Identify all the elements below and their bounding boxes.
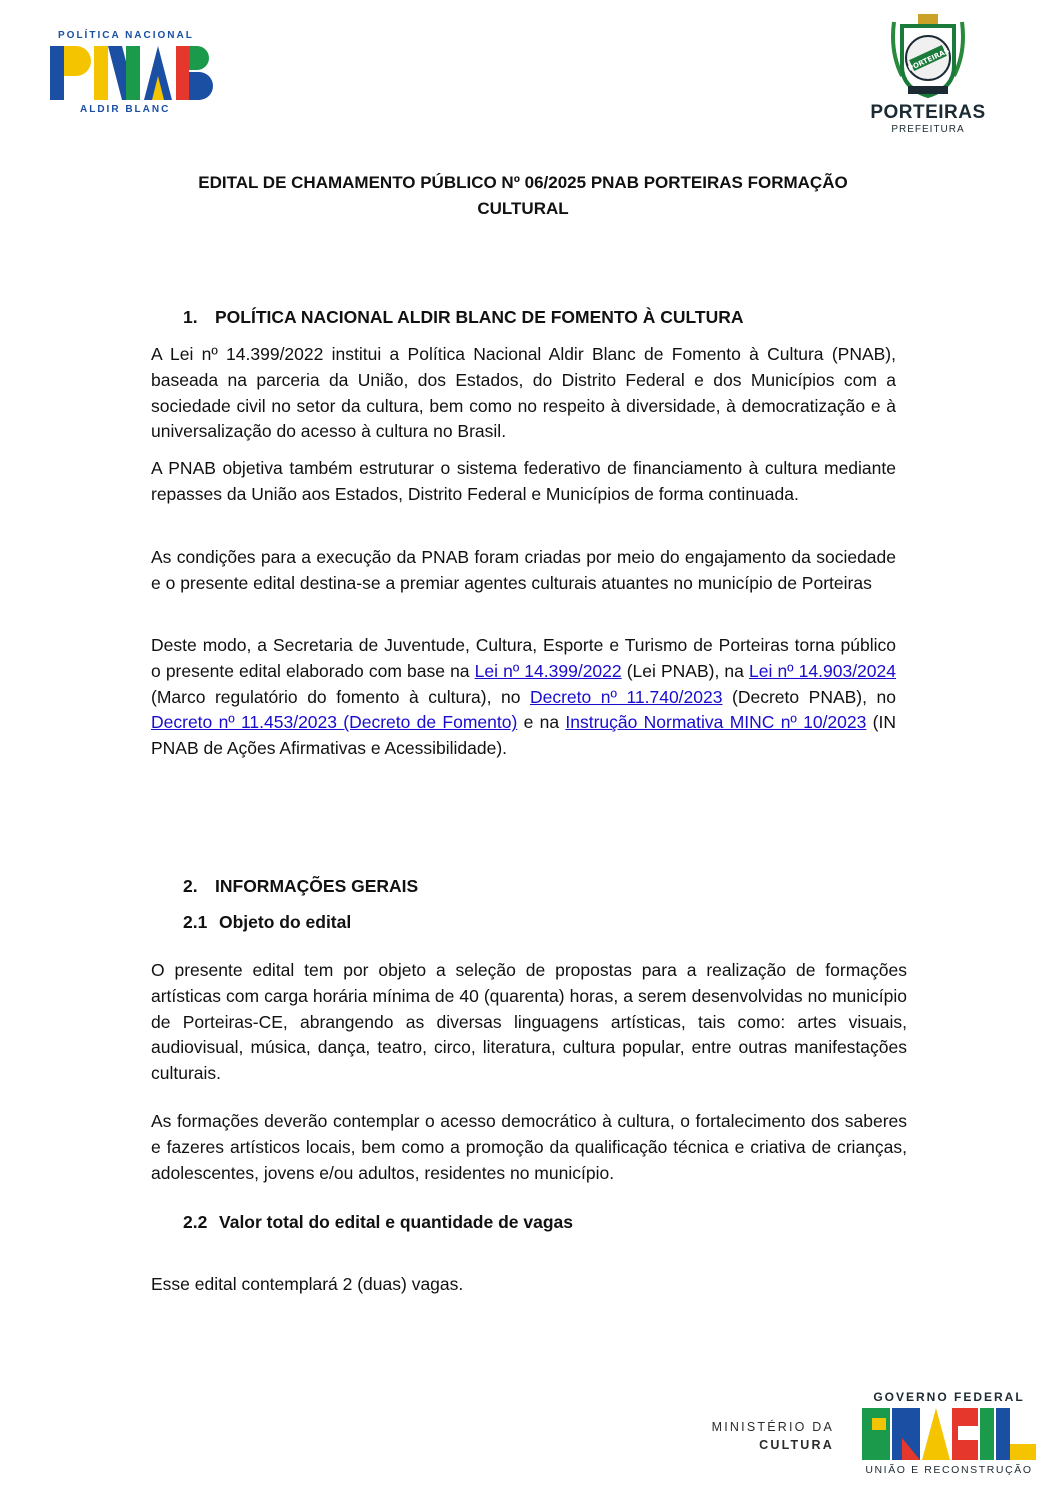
section1-heading-text: POLÍTICA NACIONAL ALDIR BLANC DE FOMENTO À CULTURA <box>215 307 744 327</box>
ministry-line-2: CULTURA <box>759 1438 834 1452</box>
governo-federal-logo <box>860 1390 1038 1482</box>
document-title-line1: EDITAL DE CHAMAMENTO PÚBLICO Nº 06/2025 PNAB PORTEIRAS FORMAÇÃO <box>198 173 848 192</box>
section2-paragraph-3: Esse edital contemplará 2 (duas) vagas. <box>151 1274 464 1294</box>
section1-heading <box>183 305 744 329</box>
porteiras-logo <box>862 12 994 138</box>
gov-word: BRASIL <box>947 1442 951 1443</box>
pnab-logo <box>50 30 215 116</box>
section1-paragraph-4 <box>151 633 896 762</box>
link-decreto-11740[interactable]: Decreto nº 11.740/2023 <box>529 686 723 707</box>
section2-heading <box>183 874 418 898</box>
section2-2-number: 2.2 <box>183 1212 208 1232</box>
link-decreto-11453[interactable]: Decreto nº 11.453/2023 (Decreto de Fomento) <box>151 712 518 733</box>
gov-bottom-text: UNIÃO E RECONSTRUÇÃO <box>865 1464 1033 1476</box>
section1-number: 1. <box>183 307 198 327</box>
pnab-logo-bottom-text: ALDIR BLANC <box>80 104 171 115</box>
p4-text-5: e na <box>517 712 566 733</box>
section1-paragraph-3: As condições para a execução da PNAB foram criadas por meio do engajamento da sociedade e o presente edital destina-se a premiar agentes culturais atuantes no município de Porteiras <box>151 547 896 593</box>
p4-text-2: (Lei PNAB), na <box>621 660 749 681</box>
ministry-of-culture-logo <box>706 1418 834 1454</box>
p4-text-1: Deste modo, a Secretaria de Juventude, Cultura, Esporte e Turismo de Porteiras torna público o presente edital elaborado com base na <box>151 635 896 681</box>
section2-1-heading <box>183 910 351 934</box>
p4-text-3: (Marco regulatório do fomento à cultura), no <box>151 686 530 707</box>
document-title <box>150 170 896 222</box>
link-lei-14903[interactable]: Lei nº 14.903/2024 <box>749 660 896 681</box>
section2-1-number: 2.1 <box>183 912 208 932</box>
brasil-wordmark-graphic <box>862 1408 1036 1460</box>
document-title-line2: CULTURAL <box>477 199 569 218</box>
section1-paragraph-1: A Lei nº 14.399/2022 institui a Política Nacional Aldir Blanc de Fomento à Cultura (PNAB), baseada na parceria da União, dos Estados, do Distrito Federal e dos Municípios com a sociedade civil no setor da cultura, bem como no respeito à diversidade, à democratização e à universalização do acesso à cultura no Brasil. <box>151 344 896 442</box>
section2-paragraph-2: As formações deverão contemplar o acesso democrático à cultura, o fortalecimento dos saberes e fazeres artísticos locais, bem como a promoção da qualificação técnica e criativa de crianças, adolescentes, jovens e/ou adultos, residentes no município. <box>151 1111 907 1183</box>
link-lei-14399[interactable]: Lei nº 14.399/2022 <box>474 660 622 681</box>
section2-number: 2. <box>183 876 198 896</box>
section2-heading-text: INFORMAÇÕES GERAIS <box>215 876 419 896</box>
ministry-line-1: MINISTÉRIO DA <box>711 1420 834 1434</box>
p4-text-4: (Decreto PNAB), no <box>722 686 896 707</box>
porteiras-seal-icon <box>888 12 968 100</box>
link-instrucao-normativa[interactable]: Instrução Normativa MINC nº 10/2023 <box>565 712 867 733</box>
gov-top-text: GOVERNO FEDERAL <box>873 1390 1025 1404</box>
section2-1-heading-text: Objeto do edital <box>219 912 352 932</box>
seal-text: PORTEIRAS <box>907 46 951 73</box>
section2-2-heading-text: Valor total do edital e quantidade de vagas <box>219 1212 573 1232</box>
porteiras-subtitle: PREFEITURA <box>891 124 965 135</box>
section2-2-heading <box>183 1210 573 1234</box>
p4-text-6: (IN PNAB de Ações Afirmativas e Acessibilidade). <box>151 712 896 759</box>
section1-paragraph-2: A PNAB objetiva também estruturar o sistema federativo de financiamento à cultura mediante repasses da União aos Estados, Distrito Federal e Municípios de forma continuada. <box>151 458 896 504</box>
section2-paragraph-1: O presente edital tem por objeto a seleção de propostas para a realização de formações artísticas com carga horária mínima de 40 (quarenta) horas, a serem desenvolvidas no município de Porteiras-CE, abrangendo as diversas linguagens artísticas, tais como: artes visuais, audiovisual, música, dança, teatro, circo, literatura, cultura popular, entre outras manifestações culturais. <box>151 960 907 1084</box>
pnab-logo-top-text: POLÍTICA NACIONAL <box>58 30 194 41</box>
porteiras-name: PORTEIRAS <box>870 102 986 123</box>
pnab-letters-graphic <box>50 44 215 102</box>
